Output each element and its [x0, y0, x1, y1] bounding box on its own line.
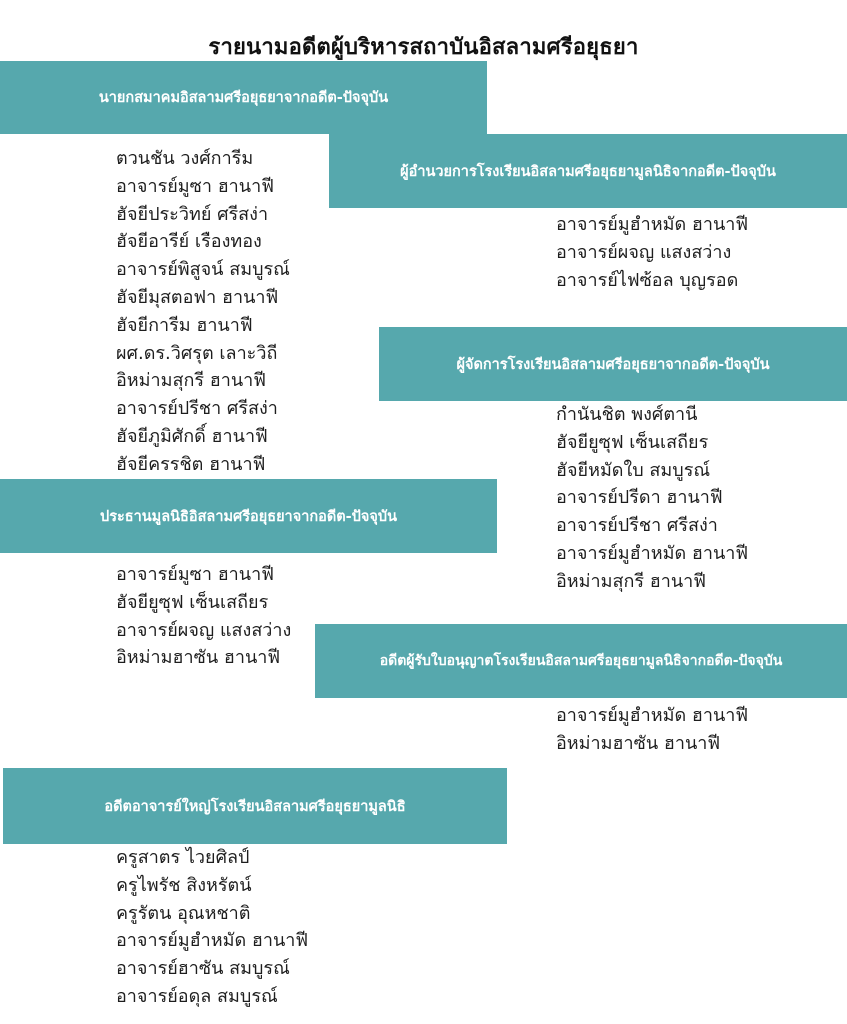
- list-item: ฮัจยีการีม ฮานาฟี: [116, 314, 253, 336]
- list-item: ฮัจยีครรชิต ฮานาฟี: [116, 453, 266, 475]
- list-item: ฮัจยีหมัดใบ สมบูรณ์: [556, 459, 711, 481]
- list-item: ผศ.ดร.วิศรุต เลาะวิถี: [116, 342, 278, 364]
- list-item: อาจารย์ไฟซ้อล บุญรอด: [556, 269, 739, 291]
- list-item: อาจารย์พิสูจน์ สมบูรณ์: [116, 259, 290, 281]
- list-item: อาจารย์มูฮำหมัด ฮานาฟี: [556, 705, 749, 726]
- list-item: อาจารย์ฮาซัน สมบูรณ์: [116, 958, 290, 980]
- name-list-association-presidents: [116, 145, 290, 479]
- section-heading-license-holders: อดีตผู้รับใบอนุญาตโรงเรียนอิสลามศรีอยุธยามูลนิธิจากอดีต-ปัจจุบัน: [315, 624, 847, 698]
- list-item: อาจารย์มูซา ฮานาฟี: [116, 175, 274, 197]
- list-item: อาจารย์มูซา ฮานาฟี: [116, 564, 274, 585]
- list-item: อิหม่ามสุกรี ฮานาฟี: [116, 370, 267, 392]
- section-heading-foundation-chairmen: ประธานมูลนิธิอิสลามศรีอยุธยาจากอดีต-ปัจจุบัน: [0, 479, 497, 553]
- list-item: ฮัจยีประวิทย์ ศรีสง่า: [116, 203, 269, 225]
- list-item: อิหม่ามฮาซัน ฮานาฟี: [556, 732, 721, 754]
- name-list-license-holders: [556, 702, 748, 758]
- list-item: ฮัจยียูซุฟ เซ็นเสถียร: [556, 431, 709, 453]
- list-item: อาจารย์ผจญ แสงสว่าง: [556, 241, 732, 263]
- section-heading-association-presidents: นายกสมาคมอิสลามศรีอยุธยาจากอดีต-ปัจจุบัน: [0, 61, 487, 134]
- list-item: อาจารย์มูฮำหมัด ฮานาฟี: [556, 542, 749, 564]
- list-item: อาจารย์อดุล สมบูรณ์: [116, 985, 278, 1007]
- list-item: อิหม่ามสุกรี ฮานาฟี: [556, 570, 707, 592]
- list-item: ครูไพรัช สิงหรัตน์: [116, 874, 252, 896]
- list-item: ฮัจยียูซุฟ เซ็นเสถียร: [116, 591, 269, 613]
- list-item: กำนันชิต พงศ์ตานี: [556, 404, 698, 425]
- list-item: อิหม่ามฮาซัน ฮานาฟี: [116, 647, 281, 669]
- section-heading-former-principals: อดีตอาจารย์ใหญ่โรงเรียนอิสลามศรีอยุธยามูลนิธิ: [3, 768, 507, 844]
- list-item: อาจารย์ผจญ แสงสว่าง: [116, 619, 292, 641]
- section-heading-school-managers: ผู้จัดการโรงเรียนอิสลามศรีอยุธยาจากอดีต-ปัจจุบัน: [379, 327, 847, 401]
- list-item: ฮัจยีอารีย์ เรืองทอง: [116, 231, 262, 253]
- name-list-school-directors: [556, 211, 748, 294]
- list-item: ตวนชัน วงศ์การีม: [116, 148, 254, 169]
- list-item: อาจารย์มูฮำหมัด ฮานาฟี: [556, 214, 749, 235]
- page-title: รายนามอดีตผู้บริหารสถาบันอิสลามศรีอยุธยา: [208, 34, 639, 60]
- list-item: อาจารย์ปรีชา ศรีสง่า: [116, 398, 278, 420]
- list-item: อาจารย์มูฮำหมัด ฮานาฟี: [116, 930, 309, 952]
- name-list-foundation-chairmen: [116, 561, 291, 672]
- section-heading-school-directors: ผู้อำนวยการโรงเรียนอิสลามศรีอยุธยามูลนิธิจากอดีต-ปัจจุบัน: [329, 134, 847, 208]
- list-item: ฮัจยีภูมิศักดิ์ ฮานาฟี: [116, 425, 268, 447]
- list-item: ครูสาตร ไวยศิลป์: [116, 847, 250, 868]
- list-item: อาจารย์ปรีดา ฮานาฟี: [556, 487, 723, 509]
- list-item: อาจารย์ปรีชา ศรีสง่า: [556, 515, 718, 537]
- list-item: ฮัจยีมุสตอฟา ฮานาฟี: [116, 286, 279, 308]
- list-item: ครูรัตน อุณหชาติ: [116, 902, 251, 924]
- name-list-former-principals: [116, 844, 308, 1011]
- name-list-school-managers: [556, 401, 748, 596]
